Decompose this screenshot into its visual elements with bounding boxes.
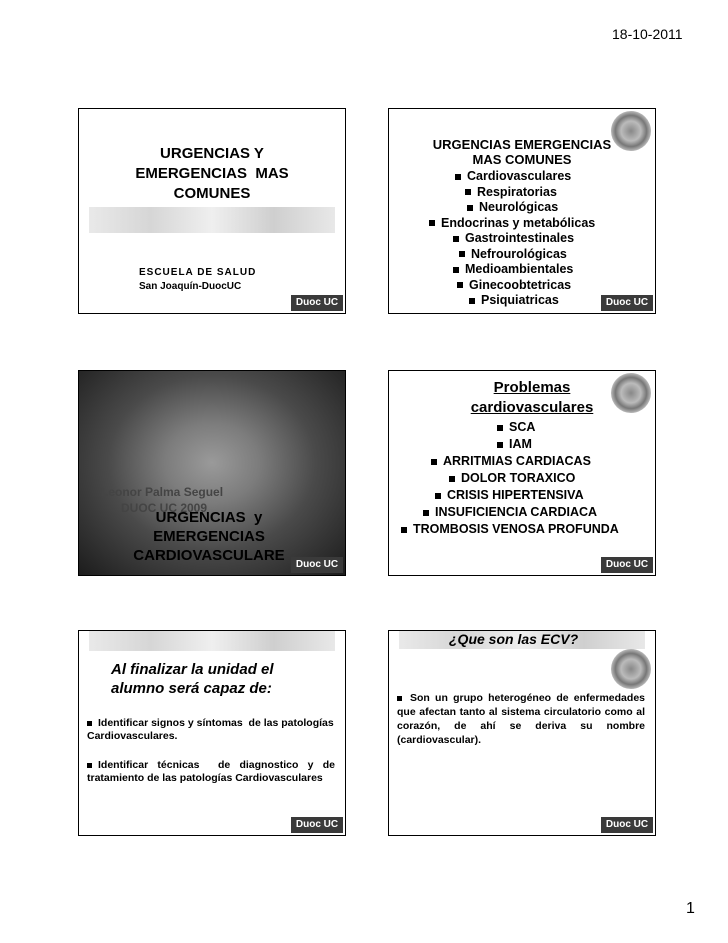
slide-3 — [78, 370, 346, 576]
slide-6-title: ¿Que son las ECV? — [449, 631, 579, 647]
duoc-logo: Duoc UC — [601, 557, 653, 573]
slide-4-title-line-2: cardiovasculares — [470, 399, 594, 416]
slide-4-list — [389, 419, 655, 538]
duoc-logo: Duoc UC — [291, 295, 343, 311]
slide-1-title-line-3: COMUNES — [173, 185, 251, 202]
print-date: 18-10-2011 — [612, 26, 683, 42]
list-item: Neurológicas — [389, 200, 655, 216]
list-item: Respiratorias — [389, 185, 655, 201]
school-name: ESCUELA DE SALUD — [139, 267, 257, 278]
slide-4-title-line-1: Problemas — [493, 379, 571, 396]
slide-1-title-line-2: EMERGENCIAS MAS — [135, 165, 289, 182]
list-item: CRISIS HIPERTENSIVA — [389, 487, 655, 504]
page-number: 1 — [686, 900, 695, 917]
slide-2-title-line-1: URGENCIAS EMERGENCIAS — [432, 137, 612, 152]
objective-2: Identificar técnicas de diagnostico y de tratamiento de las patologías Cardiovasculares — [87, 759, 338, 784]
list-item: Gastrointestinales — [389, 231, 655, 247]
list-item: INSUFICIENCIA CARDIACA — [389, 504, 655, 521]
list-item: Cardiovasculares — [389, 169, 655, 185]
list-item: Medioambientales — [389, 262, 655, 278]
institution-name: DUOC UC 2009 — [121, 501, 208, 515]
slide-3-title-line-3: CARDIOVASCULARE — [133, 547, 285, 564]
duoc-logo: Duoc UC — [291, 557, 343, 573]
leaf-decoration — [89, 631, 335, 651]
slide-6 — [388, 630, 656, 836]
duoc-logo: Duoc UC — [601, 295, 653, 311]
list-item: IAM — [389, 436, 655, 453]
slide-1-title-line-1: URGENCIAS Y — [160, 145, 264, 162]
slide-2-title-line-2: MAS COMUNES — [472, 152, 572, 167]
slide-5-title-line-2: alumno será capaz de: — [111, 680, 272, 697]
list-item: Ginecoobtetricas — [389, 278, 655, 294]
slide-5-title-line-1: Al finalizar la unidad el — [111, 661, 274, 678]
duoc-logo: Duoc UC — [601, 817, 653, 833]
slide-3-title-line-2: EMERGENCIAS — [153, 528, 265, 545]
list-item: TROMBOSIS VENOSA PROFUNDA — [389, 521, 655, 538]
list-item: Psiquiatricas — [389, 293, 655, 309]
slide-4 — [388, 370, 656, 576]
slide-5 — [78, 630, 346, 836]
leaf-decoration — [89, 207, 335, 233]
campus-name: San Joaquín-DuocUC — [139, 281, 242, 292]
flower-decoration — [611, 649, 651, 689]
objective-1: Identificar signos y síntomas de las patologías Cardiovasculares. — [87, 717, 337, 742]
slide-1 — [78, 108, 346, 314]
list-item: ARRITMIAS CARDIACAS — [389, 453, 655, 470]
definition: Son un grupo heterogéneo de enfermedades que afectan tanto al sistema circulatorio como al corazón, de ahí se deriva su nombre (cardiovascular). — [397, 692, 645, 746]
list-item: Endocrinas y metabólicas — [389, 216, 655, 232]
list-item: SCA — [389, 419, 655, 436]
duoc-logo: Duoc UC — [291, 817, 343, 833]
slide-3-title-line-1: URGENCIAS y — [155, 509, 263, 526]
list-item: DOLOR TORAXICO — [389, 470, 655, 487]
author-name: Leonor Palma Seguel — [101, 485, 224, 499]
slide-2-list — [389, 169, 655, 309]
slide-2 — [388, 108, 656, 314]
list-item: Nefrourológicas — [389, 247, 655, 263]
